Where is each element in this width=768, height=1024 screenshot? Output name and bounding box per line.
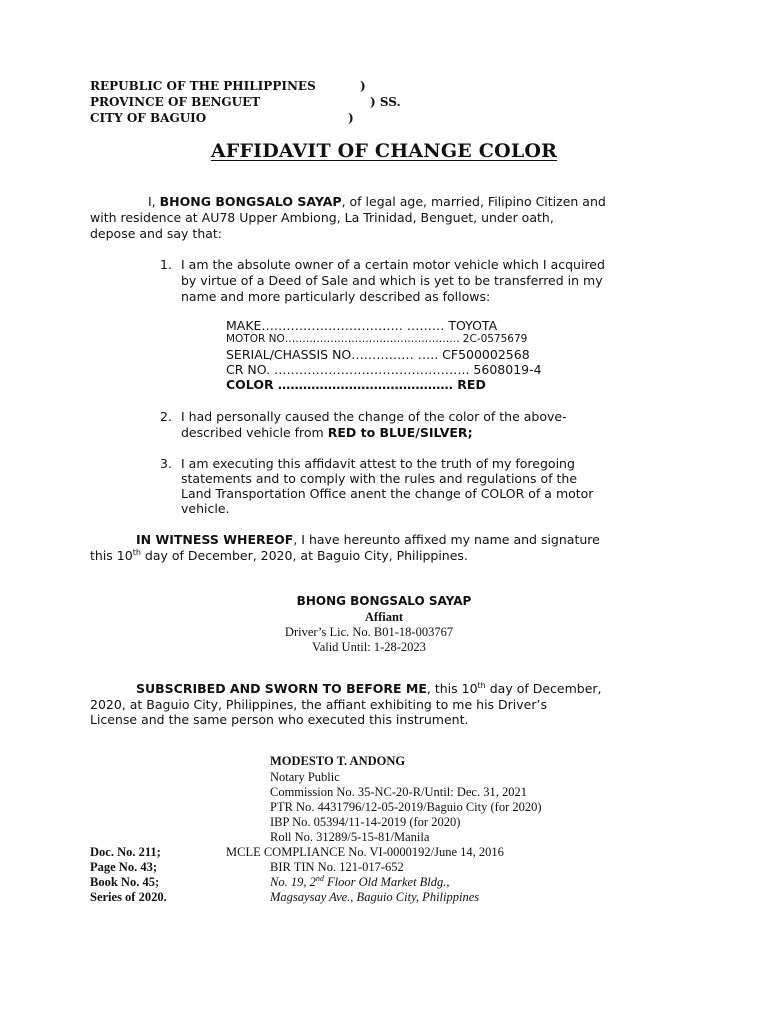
venue-city: CITY OF BAGUIO ): [90, 111, 354, 125]
notary-tin: BIR TIN No. 121-017-652: [270, 860, 404, 874]
venue-republic: REPUBLIC OF THE PHILIPPINES ): [90, 79, 366, 93]
intro-line-3: depose and say that:: [90, 226, 223, 241]
item-1-number: 1.: [160, 257, 172, 272]
docket-book-no: Book No. 45;: [90, 875, 160, 889]
docket-doc-no: Doc. No. 211;: [90, 845, 161, 859]
item-1-line-3: name and more particularly described as follows:: [181, 289, 491, 304]
docket-series: Series of 2020.: [90, 890, 167, 904]
intro-line-1: I, BHONG BONGSALO SAYAP, of legal age, married, Filipino Citizen and: [148, 194, 606, 209]
vehicle-color: COLOR …………………………………… RED: [226, 377, 486, 392]
notary-ptr: PTR No. 4431796/12-05-2019/Baguio City (for 2020): [270, 800, 542, 814]
item-2-line-1: I had personally caused the change of the color of the above-: [181, 409, 567, 424]
intro-line-2: with residence at AU78 Upper Ambiong, La Trinidad, Benguet, under oath,: [90, 210, 554, 225]
jurat-line-1: SUBSCRIBED AND SWORN TO BEFORE ME, this 10th day of December,: [136, 680, 602, 696]
notary-ibp: IBP No. 05394/11-14-2019 (for 2020): [270, 815, 461, 829]
jurat-line-2: 2020, at Baguio City, Philippines, the affiant exhibiting to me his Driver’s: [90, 697, 547, 712]
notary-address-1: No. 19, 2nd Floor Old Market Bldg.,: [270, 873, 450, 889]
item-1-line-2: by virtue of a Deed of Sale and which is yet to be transferred in my: [181, 273, 603, 288]
affiant-license: Driver’s Lic. No. B01-18-003767: [284, 625, 454, 639]
vehicle-motor-no: MOTOR NO………………………………………….. 2C-0575679: [226, 333, 528, 345]
venue-province: PROVINCE OF BENGUET ) SS.: [90, 95, 401, 109]
item-2-line-2: described vehicle from RED to BLUE/SILVER;: [181, 425, 473, 440]
jurat-line-3: License and the same person who executed this instrument.: [90, 712, 469, 727]
item-3-line-3: Land Transportation Office anent the change of COLOR of a motor: [181, 486, 594, 501]
witness-line-2: this 10th day of December, 2020, at Baguio City, Philippines.: [90, 547, 468, 563]
vehicle-serial-no: SERIAL/CHASSIS NO…………… ….. CF500002568: [226, 347, 530, 362]
affiant-name: BHONG BONGSALO SAYAP: [296, 594, 472, 608]
notary-title: Notary Public: [270, 770, 340, 784]
item-3-number: 3.: [160, 456, 172, 471]
notary-name: MODESTO T. ANDONG: [270, 754, 406, 768]
item-3-line-2: statements and to comply with the rules and regulations of the: [181, 471, 578, 486]
affiant-valid-until: Valid Until: 1-28-2023: [312, 640, 426, 654]
item-2-number: 2.: [160, 409, 172, 424]
item-1-line-1: I am the absolute owner of a certain motor vehicle which I acquired: [181, 257, 605, 272]
item-3-line-1: I am executing this affidavit attest to the truth of my foregoing: [181, 456, 575, 471]
notary-mcle: MCLE COMPLIANCE No. VI-0000192/June 14, 2016: [226, 845, 504, 859]
vehicle-make: MAKE……………………………. ……… TOYOTA: [226, 318, 498, 333]
notary-address-2: Magsaysay Ave., Baguio City, Philippines: [270, 890, 480, 904]
notary-roll: Roll No. 31289/5-15-81/Manila: [270, 830, 430, 844]
notary-commission: Commission No. 35-NC-20-R/Until: Dec. 31, 2021: [270, 785, 527, 799]
affiant-label: Affiant: [364, 610, 404, 624]
vehicle-cr-no: CR NO. ……………………………………….. 5608019-4: [226, 362, 542, 377]
document-title: AFFIDAVIT OF CHANGE COLOR: [210, 140, 558, 162]
witness-line-1: IN WITNESS WHEREOF, I have hereunto affixed my name and signature: [136, 532, 600, 547]
docket-page-no: Page No. 43;: [90, 860, 157, 874]
item-3-line-4: vehicle.: [181, 501, 230, 516]
